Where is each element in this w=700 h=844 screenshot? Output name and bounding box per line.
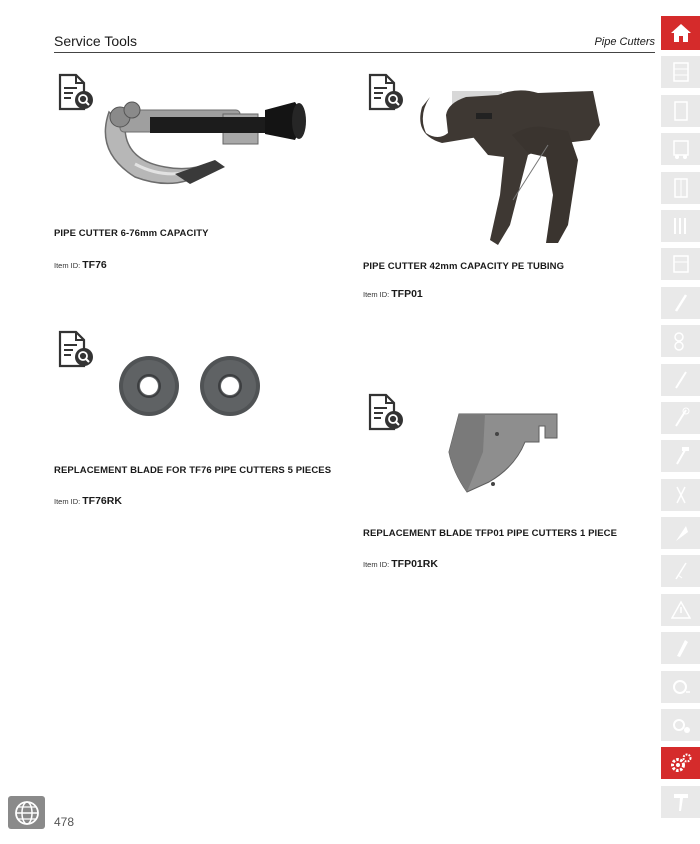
sidebar-tab-service-tools[interactable] bbox=[661, 747, 700, 779]
item-id-label: Item ID: bbox=[363, 290, 390, 299]
special-tool-icon bbox=[672, 791, 690, 813]
item-id-value: TF76RK bbox=[82, 495, 122, 507]
tool-set-icon bbox=[671, 215, 691, 237]
wrench-icon bbox=[672, 369, 690, 391]
sidebar-tab-tool-sets[interactable] bbox=[661, 210, 700, 242]
sidebar-tab-sockets[interactable] bbox=[661, 325, 700, 357]
warning-icon bbox=[671, 599, 691, 621]
measuring-icon bbox=[672, 560, 690, 582]
item-id-label: Item ID: bbox=[54, 497, 81, 506]
sidebar-tab-electrical[interactable] bbox=[661, 709, 700, 741]
sidebar-tab-cutting[interactable] bbox=[661, 517, 700, 549]
sidebar-tab-safety[interactable] bbox=[661, 594, 700, 626]
sidebar-tab-tapes[interactable] bbox=[661, 671, 700, 703]
cutting-icon bbox=[672, 522, 690, 544]
tape-icon bbox=[671, 676, 691, 698]
item-id-value: TFP01 bbox=[391, 288, 423, 300]
category-sidebar bbox=[661, 16, 700, 824]
item-id-label: Item ID: bbox=[363, 560, 390, 569]
replacement-blades-tf76rk-image bbox=[117, 355, 272, 418]
socket-icon bbox=[672, 330, 690, 352]
globe-button[interactable] bbox=[8, 796, 45, 829]
page-header bbox=[54, 33, 655, 53]
storage-icon bbox=[672, 100, 690, 122]
sidebar-tab-cabinets[interactable] bbox=[661, 56, 700, 88]
sidebar-tab-trolleys[interactable] bbox=[661, 133, 700, 165]
sidebar-home-tab[interactable] bbox=[661, 16, 700, 50]
file-tool-icon bbox=[672, 637, 690, 659]
sidebar-tab-special-tools[interactable] bbox=[661, 786, 700, 818]
item-id-label: Item ID: bbox=[54, 261, 81, 270]
sidebar-tab-hammers[interactable] bbox=[661, 440, 700, 472]
hammer-icon bbox=[672, 445, 690, 467]
globe-icon bbox=[14, 800, 40, 826]
sidebar-tab-workbench[interactable] bbox=[661, 172, 700, 204]
gear-icon bbox=[671, 714, 691, 736]
pipe-cutter-tf76-image bbox=[95, 92, 310, 190]
product-id bbox=[363, 554, 438, 572]
section-title: Pipe Cutters bbox=[594, 36, 655, 48]
sidebar-tab-wrenches[interactable] bbox=[661, 364, 700, 396]
screwdriver-icon bbox=[672, 292, 690, 314]
module-icon bbox=[672, 253, 690, 275]
page-title: Service Tools bbox=[54, 33, 138, 49]
replacement-blade-tfp01rk-image bbox=[445, 412, 560, 494]
gears-icon bbox=[669, 752, 693, 774]
sidebar-tab-measuring[interactable] bbox=[661, 555, 700, 587]
spanner-icon bbox=[672, 407, 690, 429]
item-id-value: TFP01RK bbox=[391, 558, 438, 570]
page-number: 478 bbox=[54, 815, 75, 829]
document-search-icon[interactable] bbox=[57, 73, 93, 113]
pipe-cutter-tfp01-image bbox=[418, 85, 606, 248]
product-name: REPLACEMENT BLADE FOR TF76 PIPE CUTTERS 5 PIECES bbox=[54, 465, 332, 476]
item-id-value: TF76 bbox=[82, 259, 107, 271]
product-id bbox=[54, 491, 122, 509]
pliers-icon bbox=[672, 484, 690, 506]
home-icon bbox=[670, 23, 692, 43]
trolley-icon bbox=[672, 138, 690, 160]
sidebar-tab-pliers[interactable] bbox=[661, 479, 700, 511]
sidebar-tab-storage[interactable] bbox=[661, 95, 700, 127]
sidebar-tab-files[interactable] bbox=[661, 632, 700, 664]
sidebar-tab-spanners[interactable] bbox=[661, 402, 700, 434]
document-search-icon[interactable] bbox=[57, 330, 93, 370]
product-name: PIPE CUTTER 6-76mm CAPACITY bbox=[54, 228, 209, 239]
product-id bbox=[363, 284, 423, 302]
product-id bbox=[54, 255, 107, 273]
product-name: REPLACEMENT BLADE TFP01 PIPE CUTTERS 1 PIECE bbox=[363, 528, 618, 539]
sidebar-tab-modules[interactable] bbox=[661, 248, 700, 280]
document-search-icon[interactable] bbox=[367, 73, 403, 113]
sidebar-tab-screwdrivers[interactable] bbox=[661, 287, 700, 319]
document-search-icon[interactable] bbox=[367, 393, 403, 433]
product-name: PIPE CUTTER 42mm CAPACITY PE TUBING bbox=[363, 261, 565, 272]
cabinet-icon bbox=[672, 61, 690, 83]
workbench-icon bbox=[672, 177, 690, 199]
